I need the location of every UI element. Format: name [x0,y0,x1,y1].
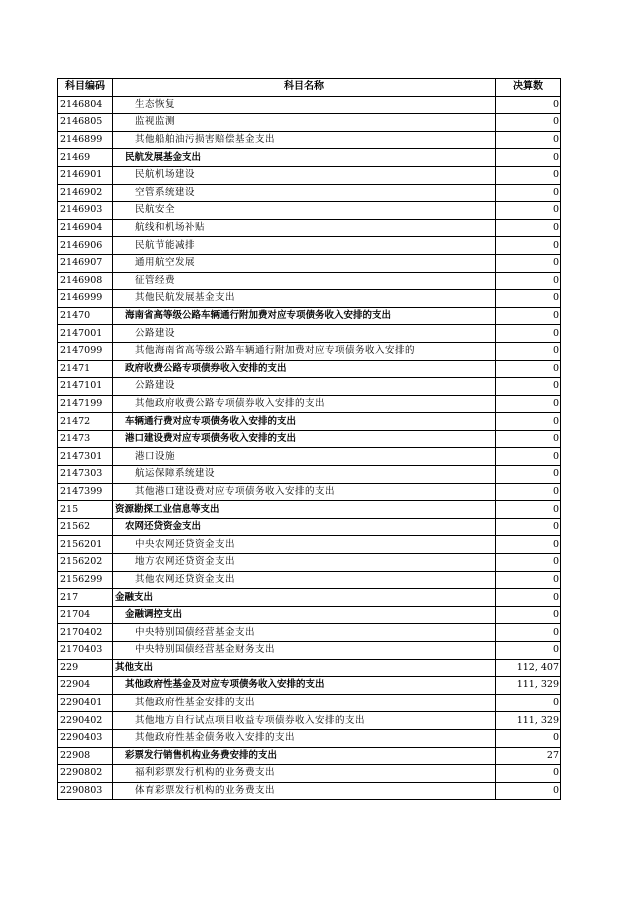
row-value: 112, 407 [496,659,561,677]
row-name: 资源勘探工业信息等支出 [113,501,496,519]
row-name: 农网还贷资金支出 [113,518,496,536]
row-name: 监视监测 [113,114,496,132]
row-name: 空管系统建设 [113,184,496,202]
row-name: 民航发展基金支出 [113,149,496,167]
table-row [58,290,561,308]
row-code: 2146999 [58,290,113,308]
row-code: 2147001 [58,325,113,343]
table-row [58,536,561,554]
row-name: 航运保障系统建设 [113,466,496,484]
row-code: 2147101 [58,378,113,396]
row-value: 0 [496,378,561,396]
row-value: 0 [496,765,561,783]
row-code: 21469 [58,149,113,167]
table-row [58,237,561,255]
row-code: 2146804 [58,96,113,114]
row-code: 2146902 [58,184,113,202]
row-name: 中央特别国债经营基金支出 [113,624,496,642]
row-code: 217 [58,589,113,607]
row-value: 27 [496,747,561,765]
row-value: 0 [496,536,561,554]
row-name: 公路建设 [113,378,496,396]
row-name: 公路建设 [113,325,496,343]
row-value: 111, 329 [496,677,561,695]
row-code: 2170402 [58,624,113,642]
row-code: 21472 [58,413,113,431]
row-name: 民航节能减排 [113,237,496,255]
row-value: 0 [496,729,561,747]
row-code: 2156201 [58,536,113,554]
row-name: 彩票发行销售机构业务费安排的支出 [113,747,496,765]
row-code: 2146899 [58,131,113,149]
row-code: 21704 [58,606,113,624]
table-row [58,501,561,519]
table-row [58,729,561,747]
table-row [58,466,561,484]
row-name: 其他农网还贷资金支出 [113,571,496,589]
table-row [58,554,561,572]
row-value: 0 [496,290,561,308]
table-row [58,448,561,466]
row-value: 0 [496,466,561,484]
row-value: 0 [496,342,561,360]
row-name: 体育彩票发行机构的业务费支出 [113,782,496,800]
table-row [58,325,561,343]
row-value: 0 [496,483,561,501]
table-row [58,166,561,184]
table-header-row [58,79,561,97]
row-code: 2290401 [58,694,113,712]
table-row [58,571,561,589]
row-value: 0 [496,501,561,519]
table-row [58,307,561,325]
row-value: 0 [496,554,561,572]
row-name: 其他政府性基金及对应专项债务收入安排的支出 [113,677,496,695]
table-row [58,272,561,290]
table-row [58,131,561,149]
row-name: 航线和机场补贴 [113,219,496,237]
row-name: 征管经费 [113,272,496,290]
row-value: 0 [496,589,561,607]
row-name: 其他政府收费公路专项债券收入安排的支出 [113,395,496,413]
row-name: 金融支出 [113,589,496,607]
row-value: 0 [496,96,561,114]
row-code: 2146904 [58,219,113,237]
row-code: 229 [58,659,113,677]
row-name: 其他支出 [113,659,496,677]
row-name: 车辆通行费对应专项债务收入安排的支出 [113,413,496,431]
row-name: 其他船舶油污损害赔偿基金支出 [113,131,496,149]
row-name: 民航安全 [113,202,496,220]
row-code: 2147099 [58,342,113,360]
row-value: 0 [496,219,561,237]
row-code: 215 [58,501,113,519]
row-name: 其他港口建设费对应专项债务收入安排的支出 [113,483,496,501]
row-code: 2146907 [58,254,113,272]
table-row [58,342,561,360]
row-name: 其他地方自行试点项目收益专项债券收入安排的支出 [113,712,496,730]
row-name: 其他民航发展基金支出 [113,290,496,308]
row-value: 0 [496,606,561,624]
table-row [58,782,561,800]
row-code: 21562 [58,518,113,536]
row-name: 中央农网还贷资金支出 [113,536,496,554]
row-name: 地方农网还贷资金支出 [113,554,496,572]
row-value: 0 [496,413,561,431]
table-row [58,430,561,448]
table-row [58,659,561,677]
table-row [58,694,561,712]
row-code: 21470 [58,307,113,325]
budget-table [57,78,561,800]
row-code: 2147301 [58,448,113,466]
row-code: 22908 [58,747,113,765]
table-row [58,606,561,624]
row-value: 0 [496,114,561,132]
row-code: 2146906 [58,237,113,255]
row-value: 0 [496,237,561,255]
row-code: 21473 [58,430,113,448]
row-name: 其他政府性基金债务收入安排的支出 [113,729,496,747]
row-value: 0 [496,430,561,448]
row-value: 0 [496,184,561,202]
table-row [58,413,561,431]
row-value: 0 [496,518,561,536]
row-value: 0 [496,571,561,589]
row-value: 0 [496,131,561,149]
row-value: 0 [496,149,561,167]
table-row [58,624,561,642]
table-row [58,677,561,695]
table-row [58,202,561,220]
row-code: 2290402 [58,712,113,730]
row-name: 民航机场建设 [113,166,496,184]
row-code: 2146805 [58,114,113,132]
row-value: 0 [496,272,561,290]
row-value: 0 [496,782,561,800]
table-row [58,395,561,413]
row-name: 中央特别国债经营基金财务支出 [113,642,496,660]
row-value: 111, 329 [496,712,561,730]
row-value: 0 [496,395,561,413]
table-row [58,765,561,783]
row-code: 2170403 [58,642,113,660]
table-row [58,712,561,730]
row-value: 0 [496,694,561,712]
table-row [58,483,561,501]
row-name: 港口建设费对应专项债务收入安排的支出 [113,430,496,448]
row-code: 2146908 [58,272,113,290]
row-value: 0 [496,254,561,272]
row-name: 福利彩票发行机构的业务费支出 [113,765,496,783]
row-code: 21471 [58,360,113,378]
table-row [58,378,561,396]
row-name: 政府收费公路专项债券收入安排的支出 [113,360,496,378]
row-code: 2156202 [58,554,113,572]
row-value: 0 [496,448,561,466]
row-value: 0 [496,360,561,378]
row-name: 金融调控支出 [113,606,496,624]
row-value: 0 [496,624,561,642]
header-value: 决算数 [496,79,561,97]
table-row [58,589,561,607]
row-code: 2290803 [58,782,113,800]
header-code: 科目编码 [58,79,113,97]
row-code: 2147199 [58,395,113,413]
row-value: 0 [496,642,561,660]
table-row [58,642,561,660]
header-name: 科目名称 [113,79,496,97]
table-body [58,96,561,800]
row-code: 2156299 [58,571,113,589]
row-name: 通用航空发展 [113,254,496,272]
table-row [58,518,561,536]
row-name: 港口设施 [113,448,496,466]
row-code: 22904 [58,677,113,695]
row-value: 0 [496,202,561,220]
row-code: 2290403 [58,729,113,747]
row-code: 2290802 [58,765,113,783]
row-code: 2147303 [58,466,113,484]
table-row [58,219,561,237]
row-value: 0 [496,307,561,325]
table-row [58,360,561,378]
row-name: 其他政府性基金安排的支出 [113,694,496,712]
row-code: 2146901 [58,166,113,184]
table-row [58,747,561,765]
table-row [58,149,561,167]
table-row [58,114,561,132]
table-row [58,184,561,202]
row-value: 0 [496,166,561,184]
row-code: 2146903 [58,202,113,220]
table-row [58,96,561,114]
table-row [58,254,561,272]
row-name: 生态恢复 [113,96,496,114]
row-value: 0 [496,325,561,343]
row-code: 2147399 [58,483,113,501]
row-name: 其他海南省高等级公路车辆通行附加费对应专项债务收入安排的 [113,342,496,360]
row-name: 海南省高等级公路车辆通行附加费对应专项债务收入安排的支出 [113,307,496,325]
